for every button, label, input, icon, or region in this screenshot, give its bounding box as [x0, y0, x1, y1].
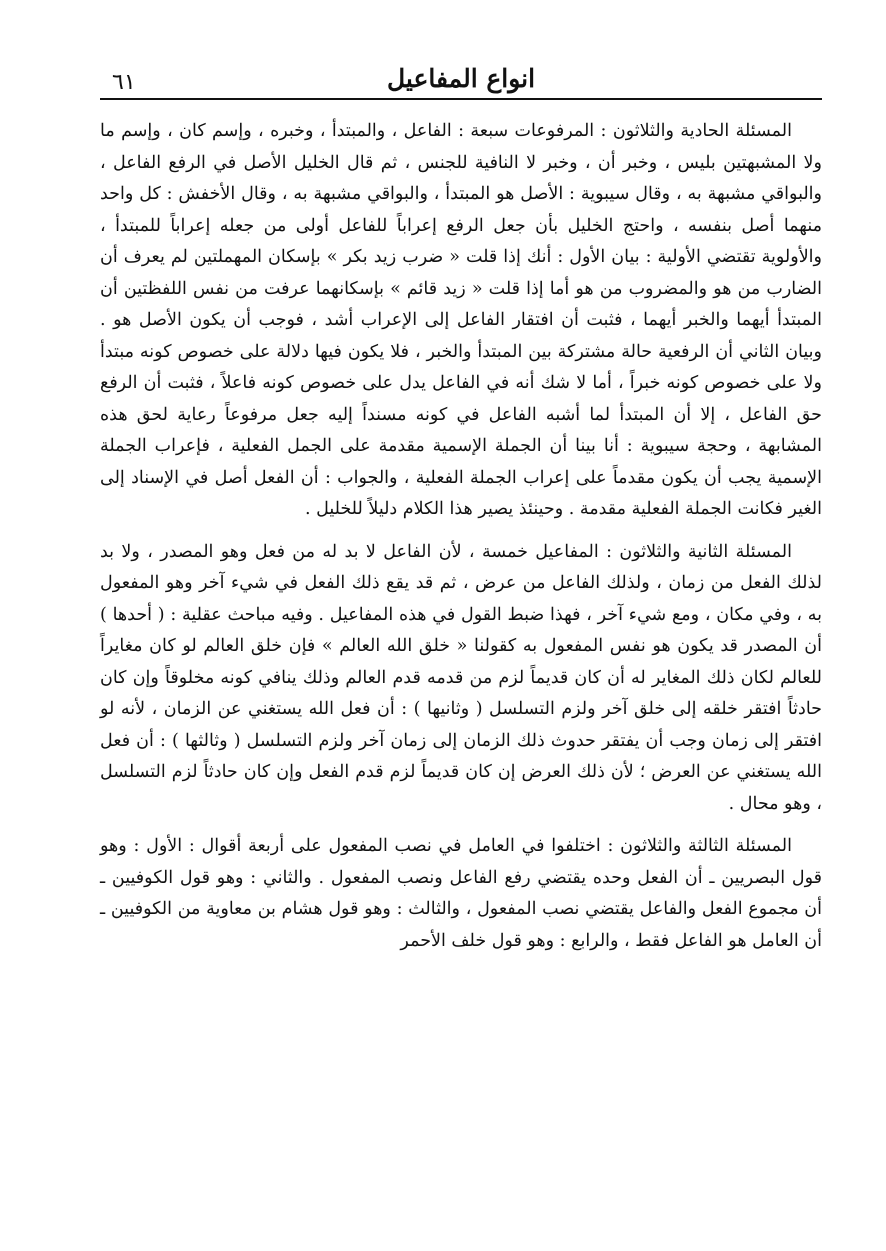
paragraph-question-32: المسئلة الثانية والثلاثون : المفاعيل خمسة ، لأن الفاعل لا بد له من فعل وهو المصدر ، ولا بد لذلك الفعل من زمان ، ولذلك الفاعل من عرض ، ثم قد يقع ذلك الفعل في شيء آخر وهو المفعول به ، وفي مكان ، ومع شيء آخر ، فهذا ضبط القول في هذه المفاعيل . وفيه مباحث عقلية : ( أحدها ) أن المصدر قد يكون هو نفس المفعول به كقولنا « خلق الله العالم » فإن خلق العالم لو كان مغايراً للعالم لكان ذلك المغاير له أن كان قديماً لزم من قدمه قدم العالم وذلك ينافي كونه مخلوقاً وإن كان حادثاً افتقر خلقه إلى خلق آخر ولزم التسلسل ( وثانيها ) : أن فعل الله يستغني عن الزمان ، لأنه لو افتقر إلى زمان وجب أن يفتقر حدوث ذلك الزمان إلى زمان آخر ولزم التسلسل ( وثالثها ) : أن فعل الله يستغني عن العرض ؛ لأن ذلك العرض إن كان قديماً لزم قدم الفعل وإن كان حادثاً لزم التسلسل ، وهو محال .: [100, 541, 822, 814]
paragraph-question-33: المسئلة الثالثة والثلاثون : اختلفوا في العامل في نصب المفعول على أربعة أقوال : الأول : وهو قول البصريين ـ أن الفعل وحده يقتضي رفع الفاعل ونصب المفعول . والثاني : وهو قول الكوفيين ـ أن مجموع الفعل والفاعل يقتضي نصب المفعول ، والثالث : وهو قول هشام بن معاوية من الكوفيين ـ أن العامل هو الفاعل فقط ، والرابع : وهو قول خلف الأحمر: [100, 836, 822, 951]
page-number: ٦١: [112, 70, 136, 95]
page-header: [100, 56, 822, 96]
running-title: انواع المفاعيل: [386, 64, 536, 93]
header-rule: [100, 98, 822, 100]
paragraph-question-31: المسئلة الحادية والثلاثون : المرفوعات سبعة : الفاعل ، والمبتدأ ، وخبره ، وإسم كان ، وإسم ما ولا المشبهتين بليس ، وخبر أن ، وخبر لا النافية للجنس ، ثم قال الخليل الأصل في الرفع الفاعل ، والبواقي مشبهة به ، وقال سيبوية : الأصل هو المبتدأ ، والبواقي مشبهة به ، وقال الأخفش : كل واحد منهما أصل بنفسه ، واحتج الخليل بأن جعل الرفع إعراباً للفاعل أولى من جعله إعراباً للمبتدأ ، والأولوية تقتضي الأولية : بيان الأول : أنك إذا قلت « ضرب زيد بكر » بإسكان المهملتين لم يعرف أن الضارب من هو والمضروب من هو أما إذا قلت « زيد قائم » بإسكانهما عرفت من نفس اللفظتين أن المبتدأ أيهما والخبر أيهما ، فثبت أن افتقار الفاعل إلى الإعراب أشد ، فوجب أن يكون الأصل هو . وبيان الثاني أن الرفعية حالة مشتركة بين المبتدأ والخبر ، فلا يكون فيها دلالة على خصوص كونه مبتدأ ولا على خصوص كونه خبراً ، أما لا شك أنه في الفاعل يدل على خصوص كونه فاعلاً ، فثبت أن الرفع حق الفاعل ، إلا أن المبتدأ لما أشبه الفاعل في كونه مسنداً إليه جعل مرفوعاً رعاية لحق هذه المشابهة ، وحجة سيبوية : أنا بينا أن الجملة الإسمية مقدمة على الجمل الفعلية ، فإعراب الجملة الإسمية يجب أن يكون مقدماً على إعراب الجملة الفعلية ، والجواب : أن الفعل أصل في الإسناد إلى الغير فكانت الجملة الفعلية مقدمة . وحينئذ يصير هذا الكلام دليلاً للخليل .: [100, 121, 822, 519]
body-text: [100, 116, 822, 968]
